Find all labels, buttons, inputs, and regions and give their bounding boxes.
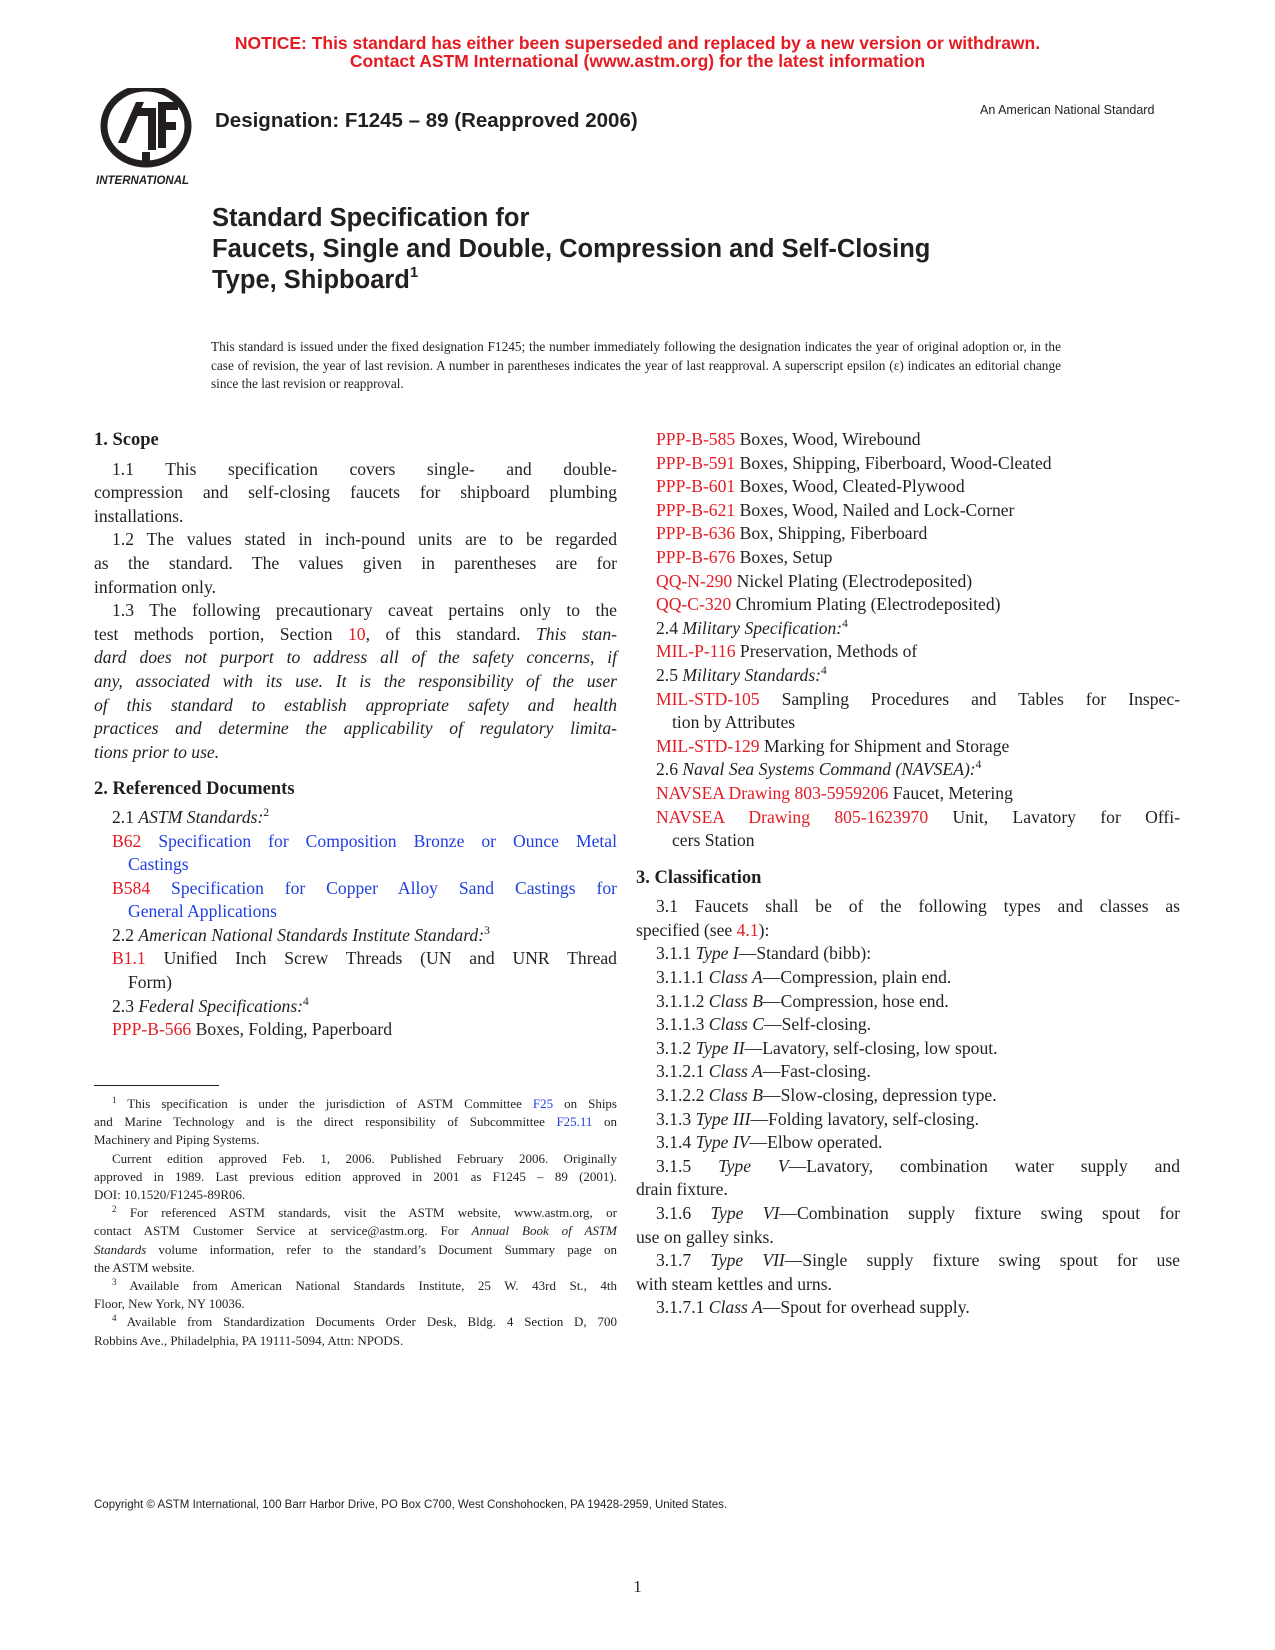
scope-1-3: 1.3 The following precautionary caveat pertains only to the [112, 600, 617, 621]
ref-text: Boxes, Wood, Nailed and Lock-Corner [739, 499, 1015, 520]
b1-1-link[interactable]: B1.1 [112, 948, 146, 969]
scope-1-2-line3: information only. [94, 576, 216, 597]
class-3-1-6: 3.1.6 Type VI—Combination supply fixture swing spout for [656, 1203, 1180, 1223]
footnote-2-line2: contact ASTM Customer Service at service@astm.org. For Annual Book of ASTM [94, 1223, 617, 1239]
ppp-b-591-link[interactable]: PPP-B-591 [656, 452, 736, 473]
section-4-1-link[interactable]: 4.1 [736, 919, 759, 940]
qq-n-290-link[interactable]: QQ-N-290 [656, 570, 733, 591]
ref-2-3-footnote-mark[interactable]: 4 [303, 995, 309, 1008]
ref-b1-1: B1.1 Unified Inch Screw Threads (UN and UNR Thread [112, 948, 617, 969]
title-line-2: Faucets, Single and Double, Compression and Self-Closing [212, 235, 931, 263]
ref-2-2-footnote-mark[interactable]: 3 [484, 924, 490, 937]
qq-c-320-link[interactable]: QQ-C-320 [656, 594, 732, 615]
class-3-1-7-1: 3.1.7.1 Class A—Spout for overhead supply. [656, 1297, 970, 1318]
scope-1-3-line2: test methods portion, Section 10, of this standard. This stan- [94, 623, 618, 644]
class-3-1-1-3: 3.1.1.3 Class C—Self-closing. [656, 1014, 872, 1035]
scope-1-3-line4: any, associated with its use. It is the responsibility of the user [94, 670, 617, 691]
ref-2-4: 2.4 Military Specification:$^4$ [656, 617, 848, 638]
footnote-4-line2: Robbins Ave., Philadelphia, PA 19111-5094, Attn: NPODS. [94, 1332, 404, 1348]
ppp-b-676-link[interactable]: PPP-B-676 [656, 546, 736, 567]
ref-b62-line2[interactable]: Castings [128, 854, 189, 875]
footnote-1-edition: Current edition approved Feb. 1, 2006. Published February 2006. Originally [112, 1150, 617, 1166]
footnote-1-edition-line2: approved in 1989. Last previous edition approved in 2001 as F1245 – 89 (2001). [94, 1168, 617, 1184]
ref-2-6-footnote-mark[interactable]: 4 [975, 759, 982, 772]
footnote-3: $^3$ Available from American National Standards Institute, 25 W. 43rd St., 4th [112, 1277, 617, 1294]
notice-line-1: NOTICE: This standard has either been superseded and replaced by a new version or withdrawn. [234, 33, 1041, 53]
ref-2-6: 2.6 Naval Sea Systems Command (NAVSEA):$^4$ [656, 759, 982, 780]
b584-link[interactable]: B584 [112, 877, 151, 898]
ref-b1-1-line2: Form) [128, 972, 172, 993]
class-3-1-1: 3.1.1 Type I—Standard (bibb): [656, 943, 872, 964]
mil-std-129-link[interactable]: MIL-STD-129 [656, 735, 760, 756]
navsea-805-link[interactable]: NAVSEA Drawing 805-1623970 [656, 806, 929, 827]
class-3-1-line2: specified (see 4.1): [636, 919, 770, 940]
scope-1-1-line3: installations. [94, 505, 184, 526]
footnote-1-line3: Machinery and Piping Systems. [94, 1132, 260, 1148]
footnote-2: $^2$ For referenced ASTM standards, visit the ASTM website, www.astm.org, or [112, 1204, 617, 1221]
ref-text: Boxes, Shipping, Fiberboard, Wood-Cleated [739, 452, 1052, 473]
ref-text: Nickel Plating (Electrodeposited) [736, 570, 973, 591]
ref-text: Boxes, Wood, Cleated-Plywood [739, 476, 965, 497]
ref-ppp-b-585 [656, 428, 1180, 452]
ref-2-5: 2.5 Military Standards:$^4$ [656, 664, 827, 685]
ref-mil-std-105-line2: tion by Attributes [672, 712, 796, 733]
footnote-4: $^4$ Available from Standardization Documents Order Desk, Bldg. 4 Section D, 700 [112, 1313, 617, 1330]
scope-1-3-line3: dard does not purport to address all of the safety concerns, if [94, 647, 617, 668]
page-number: 1 [633, 1577, 642, 1596]
class-3-1-1-2: 3.1.1.2 Class B—Compression, hose end. [656, 990, 949, 1011]
class-3-1-1-1: 3.1.1.1 Class A—Compression, plain end. [656, 967, 952, 988]
class-3-1-2-1: 3.1.2.1 Class A—Fast-closing. [656, 1061, 871, 1082]
ref-qq-n-290 [656, 570, 1180, 594]
designation: Designation: F1245 – 89 (Reapproved 2006) [215, 109, 638, 132]
ref-b584-line2[interactable]: General Applications [128, 901, 278, 922]
class-3-1-2-2: 3.1.2.2 Class B—Slow-closing, depression type. [656, 1085, 997, 1106]
footnote-2-line3: Standards volume information, refer to the standard’s Document Summary page on [94, 1241, 617, 1257]
ref-mil-std-105: MIL-STD-105 Sampling Procedures and Tables for Inspec- [656, 688, 1180, 709]
ref-ppp-b-601 [656, 475, 1180, 499]
notice-line-2: Contact ASTM International (www.astm.org) for the latest information [349, 51, 926, 71]
ref-ppp-b-621 [656, 499, 1180, 523]
ref-2-5-footnote-mark[interactable]: 4 [821, 664, 827, 677]
scope-1-3-line6: practices and determine the applicability of regulatory limita- [94, 718, 617, 739]
title-line-1: Standard Specification for [212, 204, 530, 232]
title-footnote-mark[interactable]: 1 [409, 264, 419, 281]
footnote-3-line2: Floor, New York, NY 10036. [94, 1296, 245, 1312]
scope-1-2-line2: as the standard. The values given in parentheses are for [94, 552, 617, 573]
ref-b584[interactable]: B584 Specification for Copper Alloy Sand Castings for [112, 877, 617, 898]
scope-1-1: 1.1 This specification covers single- and double- [112, 458, 617, 479]
ref-2-1-footnote-mark[interactable]: 2 [263, 806, 270, 819]
federal-spec-list [656, 428, 1180, 617]
class-3-1-7: 3.1.7 Type VII—Single supply fixture swing spout for use [656, 1250, 1180, 1271]
ppp-b-636-link[interactable]: PPP-B-636 [656, 523, 736, 544]
ref-ppp-b-591 [656, 452, 1180, 476]
footnote-1-line2: and Marine Technology and is the direct responsibility of Subcommittee F25.11 on [94, 1114, 617, 1130]
scope-1-3-line7: tions prior to use. [94, 741, 220, 762]
mil-p-116-link[interactable]: MIL-P-116 [656, 641, 736, 662]
footnote-divider [94, 1085, 219, 1086]
f25-11-link[interactable]: F25.11 [556, 1114, 593, 1130]
ref-mil-p-116: MIL-P-116 Preservation, Methods of [656, 641, 918, 662]
footnote-1-doi: DOI: 10.1520/F1245-89R06. [94, 1187, 246, 1203]
ref-qq-c-320 [656, 593, 1180, 617]
ppp-b-621-link[interactable]: PPP-B-621 [656, 499, 736, 520]
footnotes [94, 1095, 617, 1350]
classification-heading: 3. Classification [636, 867, 762, 888]
logo-text: INTERNATIONAL [96, 175, 190, 187]
astm-logo-icon [96, 88, 196, 188]
scope-1-3-line5: of this standard to establish appropriate safety and health [94, 694, 617, 715]
ref-2-1: 2.1 ASTM Standards:$^2$ [112, 806, 270, 827]
class-3-1-2: 3.1.2 Type II—Lavatory, self-closing, low spout. [656, 1037, 998, 1058]
title-line-3: Type, Shipboard$^1$ [212, 264, 419, 294]
ref-ppp-b-636 [656, 522, 1180, 546]
referenced-documents-heading: 2. Referenced Documents [94, 779, 295, 800]
ref-2-3: 2.3 Federal Specifications:$^4$ [112, 995, 309, 1016]
class-3-1-5-line2: drain fixture. [636, 1179, 728, 1200]
class-3-1: 3.1 Faucets shall be of the following types and classes as [656, 896, 1180, 917]
ref-mil-std-129: MIL-STD-129 Marking for Shipment and Storage [656, 735, 1010, 756]
class-3-1-5: 3.1.5 Type V—Lavatory, combination water supply and [656, 1155, 1181, 1176]
ref-text: Box, Shipping, Fiberboard [739, 523, 928, 544]
ref-b62[interactable]: B62 Specification for Composition Bronze or Ounce Metal [112, 830, 617, 851]
b62-link[interactable]: B62 [112, 830, 142, 851]
scope-1-2: 1.2 The values stated in inch-pound units are to be regarded [112, 529, 617, 550]
ref-text: Boxes, Setup [739, 546, 833, 567]
f25-link[interactable]: F25 [532, 1096, 554, 1111]
left-column [94, 429, 617, 1042]
scope-1-1-line2: compression and self-closing faucets for shipboard plumbing [94, 482, 617, 503]
ppp-b-566-link[interactable]: PPP-B-566 [112, 1019, 192, 1040]
ref-navsea-803: NAVSEA Drawing 803-5959206 Faucet, Metering [656, 782, 1013, 803]
ref-ppp-b-566: PPP-B-566 Boxes, Folding, Paperboard [112, 1019, 393, 1040]
ppp-b-601-link[interactable]: PPP-B-601 [656, 476, 736, 497]
scope-heading: 1. Scope [94, 430, 159, 450]
ref-2-4-footnote-mark[interactable]: 4 [842, 617, 848, 630]
ppp-b-585-link[interactable]: PPP-B-585 [656, 429, 736, 449]
intro-paragraph: This standard is issued under the fixed designation F1245; the number immediately following the designation indicates the year of original adoption or, in the case of revision, the year of last revision. A number in parentheses indicates the year of last reapproval. A superscript epsilon (ε) indicates an editorial change since the last revision or reapproval. [211, 339, 1061, 391]
class-3-1-3: 3.1.3 Type III—Folding lavatory, self-closing. [656, 1108, 979, 1129]
class-3-1-6-line2: use on galley sinks. [636, 1226, 774, 1247]
ref-text: Boxes, Wood, Wirebound [739, 429, 921, 449]
right-column [636, 428, 1181, 1320]
navsea-803-link[interactable]: NAVSEA Drawing 803-5959206 [656, 782, 889, 803]
footnote-1: $^1$ This specification is under the jurisdiction of ASTM Committee F25 on Ships [112, 1095, 617, 1111]
class-3-1-7-line2: with steam kettles and urns. [636, 1273, 832, 1294]
ref-navsea-805-line2: cers Station [672, 830, 755, 851]
class-3-1-4: 3.1.4 Type IV—Elbow operated. [656, 1132, 883, 1153]
footnote-2-line4: the ASTM website. [94, 1259, 195, 1275]
section-10-link[interactable]: 10 [348, 623, 366, 644]
mil-std-105-link[interactable]: MIL-STD-105 [656, 688, 760, 709]
american-national-standard: An American National Standard [980, 103, 1155, 117]
copyright: Copyright © ASTM International, 100 Barr Harbor Drive, PO Box C700, West Conshohocken, PA 19428-2959, United States. [94, 1499, 728, 1511]
ref-text: Chromium Plating (Electrodeposited) [735, 594, 1001, 615]
ref-2-2: 2.2 American National Standards Institute Standard:$^3$ [112, 924, 490, 945]
ref-ppp-b-676 [656, 546, 1180, 570]
ref-navsea-805: NAVSEA Drawing 805-1623970 Unit, Lavatory for Offi- [656, 806, 1180, 827]
